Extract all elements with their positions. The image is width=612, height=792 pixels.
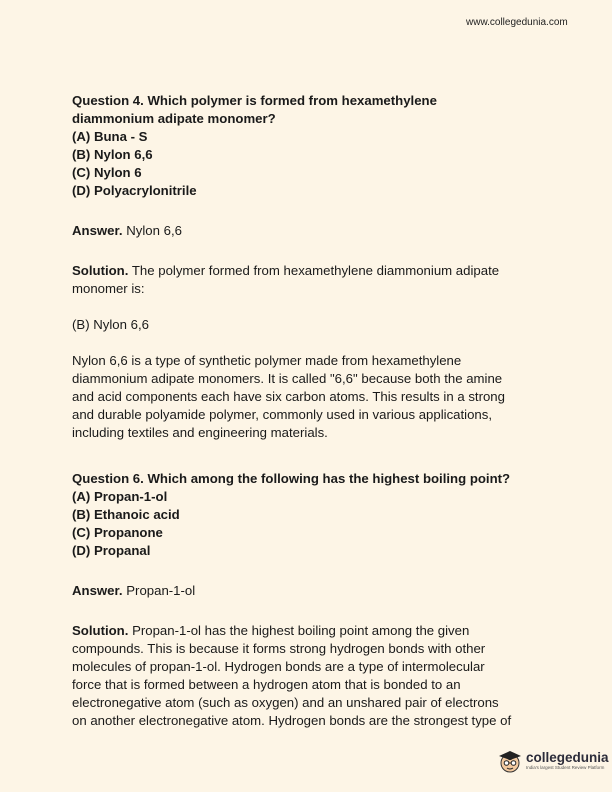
q4-solution: Solution. The polymer formed from hexamethylene diammonium adipate monomer is: (72, 263, 500, 296)
q4-answer: Answer. Nylon 6,6 (72, 223, 182, 238)
q4-option-d: (D) Polyacrylonitrile (72, 183, 197, 198)
q6-option-d: (D) Propanal (72, 543, 151, 558)
site-url: www.collegedunia.com (466, 17, 568, 28)
q4-option-b: (B) Nylon 6,6 (72, 147, 153, 162)
q4-explanation: Nylon 6,6 is a type of synthetic polymer made from hexamethylene diammonium adipate monomers. It is called "6,6" because both the amine and acid components each have six carbon atoms. This results in a strong and durable polyamide polymer, commonly used in various applications, including textiles and engineering materials. (72, 353, 505, 440)
q4-option-a: (A) Buna - S (72, 129, 148, 144)
question-4 (72, 92, 542, 200)
question-6 (72, 470, 542, 560)
q4-selected-option: (B) Nylon 6,6 (72, 317, 149, 332)
q6-option-a: (A) Propan-1-ol (72, 489, 168, 504)
question-6-title: Question 6. Which among the following has the highest boiling point? (72, 471, 511, 486)
student-mascot-icon (497, 748, 523, 774)
q6-option-b: (B) Ethanoic acid (72, 507, 180, 522)
q6-option-c: (C) Propanone (72, 525, 163, 540)
q6-solution: Solution. Propan-1-ol has the highest boiling point among the given compounds. This is because it forms strong hydrogen bonds with other molecules of propan-1-ol. Hydrogen bonds are a type of intermolecular force that is formed between a hydrogen atom that is bonded to an electronegative atom (such as oxygen) and an unshared pair of electrons on another electronegative atom. Hydrogen bonds are the strongest type of (72, 623, 512, 728)
collegedunia-logo (497, 748, 609, 774)
q4-option-c: (C) Nylon 6 (72, 165, 142, 180)
logo-tagline: India's largest Student Review Platform (526, 765, 605, 770)
q6-answer: Answer. Propan-1-ol (72, 583, 196, 598)
logo-name: collegedunia (526, 750, 609, 765)
page-content (72, 92, 542, 730)
question-4-title: Question 4. Which polymer is formed from hexamethylene diammonium adipate monomer? (72, 93, 437, 126)
